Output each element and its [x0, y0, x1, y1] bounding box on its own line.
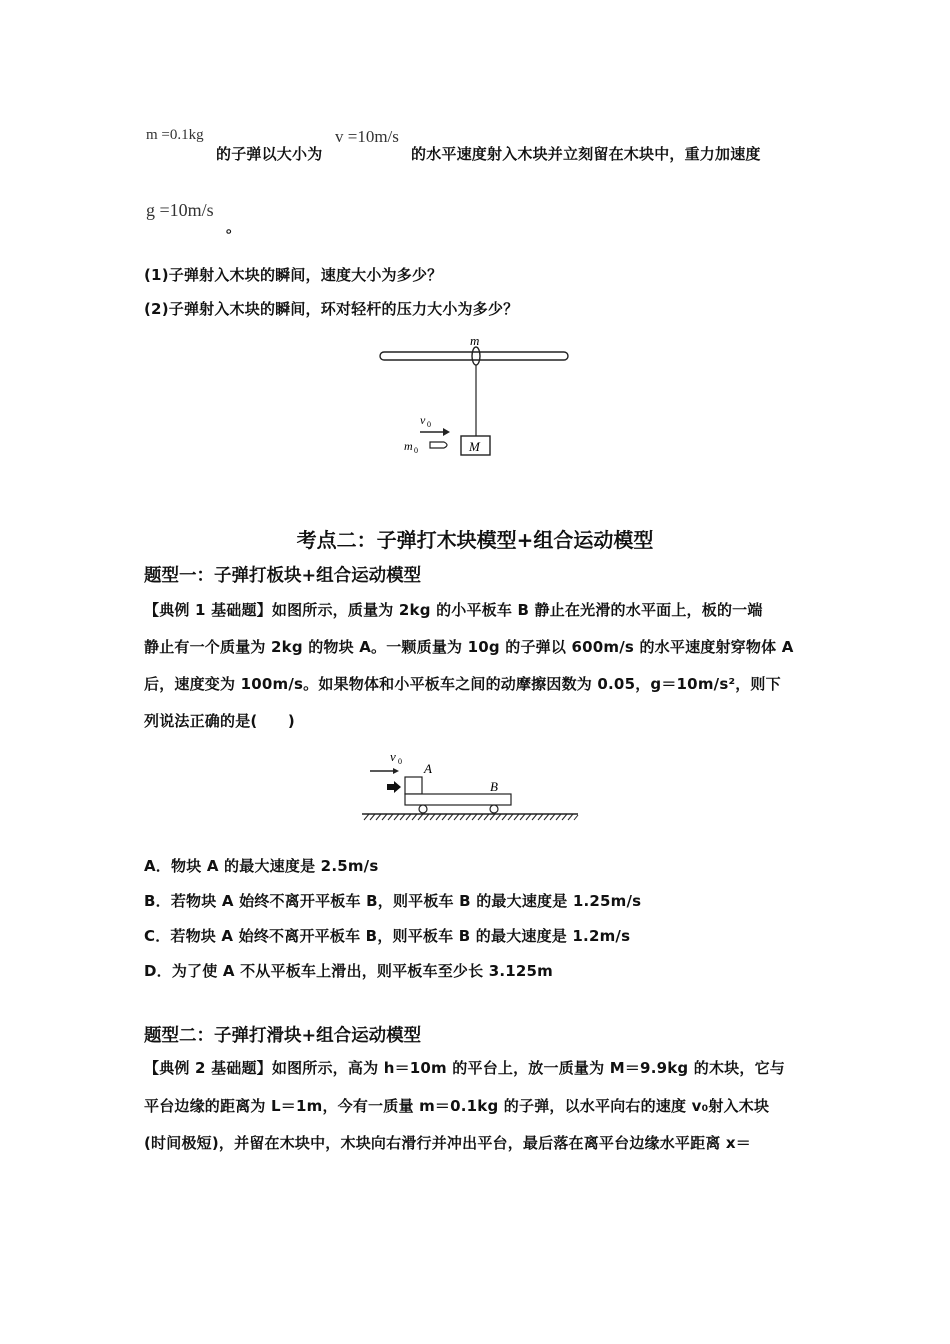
type2-line-2: 平台边缘的距离为 L＝1m，今有一质量 m＝0.1kg 的子弹，以水平向右的速度 v₀射入木块 [144, 1097, 770, 1115]
option-b: B．若物块 A 始终不离开平板车 B，则平板车 B 的最大速度是 1.25m/s [144, 892, 642, 910]
velocity-arrowhead [443, 428, 450, 436]
bullet-label: m [404, 439, 413, 453]
type2-line-3: (时间极短)，并留在木块中，木块向右滑行并冲出平台，最后落在离平台边缘水平距离 x＝ [144, 1134, 752, 1152]
bullet-subscript: 0 [414, 446, 418, 455]
velocity-subscript-2: 0 [398, 757, 402, 766]
intro-text-2: 的水平速度射入木块并立刻留在木块中，重力加速度 [411, 145, 761, 163]
block-A [405, 777, 422, 794]
cart-figure [360, 745, 585, 825]
type1-line-3: 后，速度变为 100m/s。如果物体和小平板车之间的动摩擦因数为 0.05，g＝10m/s²，则下 [144, 675, 781, 693]
section-title: 考点二：子弹打木块模型+组合运动模型 [296, 528, 654, 552]
question-2: (2)子弹射入木块的瞬间，环对轻杆的压力大小为多少？ [144, 300, 519, 318]
pendulum-figure [370, 330, 580, 465]
bullet-arrow [387, 781, 401, 793]
period-mark: 。 [226, 218, 242, 236]
cart-B [405, 794, 511, 805]
option-a: A．物块 A 的最大速度是 2.5m/s [144, 857, 379, 875]
velocity-label: v [420, 413, 426, 427]
question-1: (1)子弹射入木块的瞬间，速度大小为多少？ [144, 266, 443, 284]
velocity-label-2: v [390, 749, 396, 764]
intro-text-1: 的子弹以大小为 [216, 145, 323, 163]
mass-expression: m =0.1kg [146, 127, 204, 143]
velocity-arrowhead-2 [393, 768, 399, 774]
horizontal-rod [380, 352, 568, 360]
type1-line-4: 列说法正确的是( ) [144, 712, 295, 730]
bullet [430, 442, 447, 448]
type2-line-1: 【典例 2 基础题】如图所示，高为 h＝10m 的平台上，放一质量为 M＝9.9kg 的木块，它与 [144, 1059, 785, 1077]
type2-title: 题型二：子弹打滑块+组合运动模型 [144, 1026, 422, 1046]
block-label: M [469, 439, 480, 454]
option-c: C．若物块 A 始终不离开平板车 B，则平板车 B 的最大速度是 1.2m/s [144, 927, 631, 945]
type1-title: 题型一：子弹打板块+组合运动模型 [144, 566, 422, 586]
ground-hatching [364, 814, 578, 820]
type1-line-2: 静止有一个质量为 2kg 的物块 A。一颗质量为 10g 的子弹以 600m/s 的水平速度射穿物体 A [144, 638, 794, 656]
cart-B-label: B [490, 779, 498, 794]
wheel-right [490, 805, 498, 813]
velocity-subscript: 0 [427, 420, 431, 429]
ring-label: m [470, 333, 480, 348]
wheel-left [419, 805, 427, 813]
gravity-expression: g =10m/s [146, 200, 214, 220]
type1-line-1: 【典例 1 基础题】如图所示，质量为 2kg 的小平板车 B 静止在光滑的水平面上，板的一端 [144, 601, 763, 619]
block-A-label: A [424, 761, 432, 776]
velocity-expression: v =10m/s [335, 127, 399, 146]
option-d: D．为了使 A 不从平板车上滑出，则平板车至少长 3.125m [144, 962, 554, 980]
